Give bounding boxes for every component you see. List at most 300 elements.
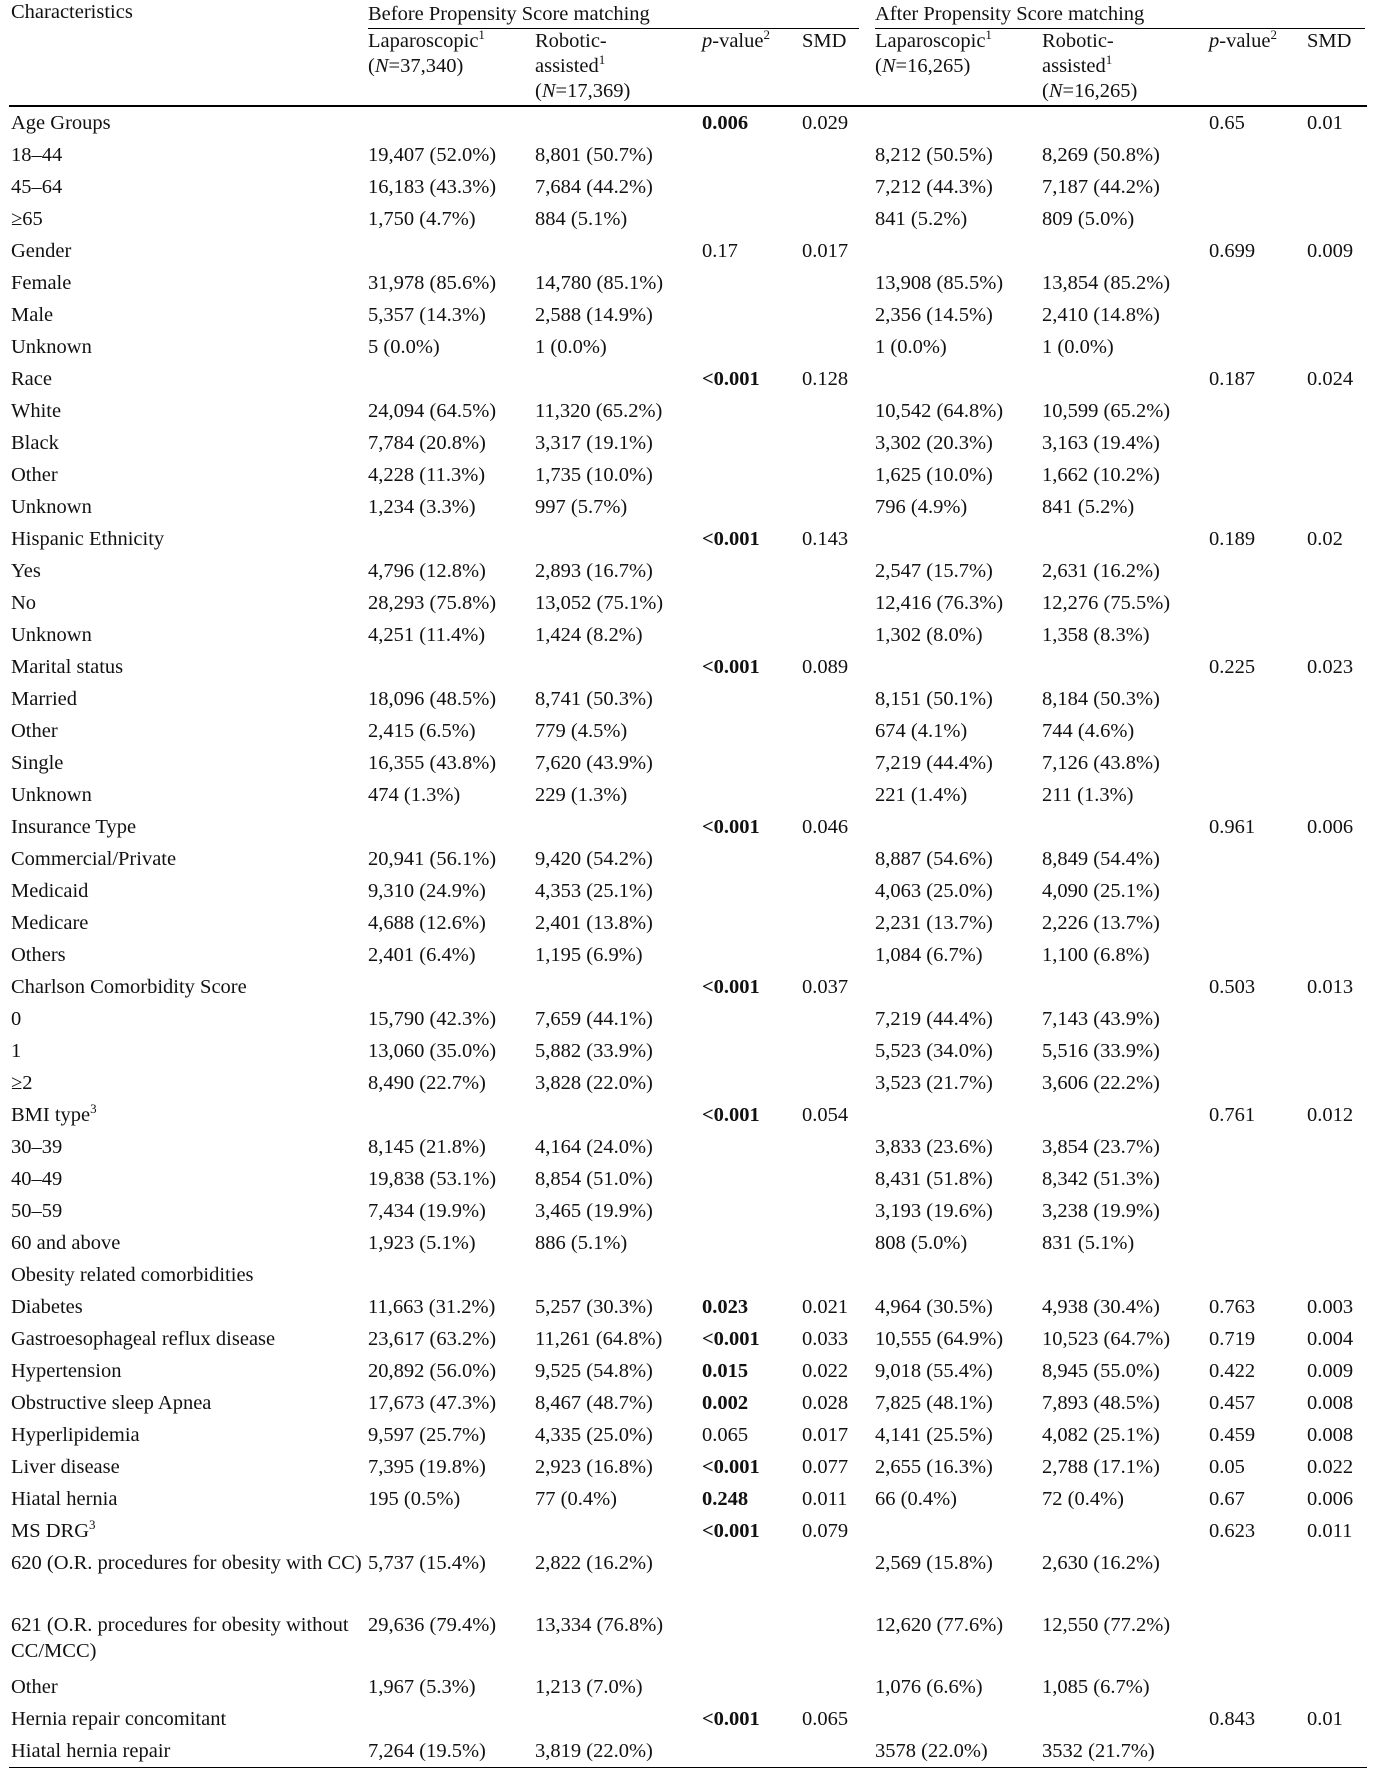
- header-before-group: Before Propensity Score matching: [366, 0, 873, 29]
- cell-after-pvalue: 0.961: [1209, 816, 1256, 838]
- cell-before-robotic: 4,353 (25.1%): [535, 880, 653, 902]
- cell-characteristic: Age Groups: [11, 112, 111, 134]
- cell-after-robotic: 8,342 (51.3%): [1042, 1168, 1160, 1190]
- cell-before-robotic: 1 (0.0%): [535, 336, 607, 358]
- cell-after-smd: 0.02: [1307, 528, 1343, 550]
- cell-before-pvalue: [700, 171, 800, 203]
- cell-after-robotic: 3,854 (23.7%): [1042, 1136, 1160, 1158]
- cell-before-smd: [800, 203, 873, 235]
- cell-after-robotic: 4,090 (25.1%): [1042, 880, 1160, 902]
- cell-after-pvalue: 0.623: [1209, 1520, 1256, 1542]
- cell-after-smd: 0.022: [1307, 1456, 1354, 1478]
- cell-after-smd: [1305, 1163, 1367, 1195]
- cell-characteristic: Single: [11, 752, 64, 774]
- cell-after-pvalue: 0.05: [1209, 1456, 1245, 1478]
- cell-after-smd: 0.006: [1307, 1488, 1354, 1510]
- cell-characteristic: Unknown: [11, 624, 92, 646]
- cell-characteristic: Yes: [11, 560, 41, 582]
- cell-characteristic: Female: [11, 272, 72, 294]
- cell-before-robotic: [533, 1703, 700, 1735]
- cell-characteristic: Hyperlipidemia: [11, 1424, 140, 1446]
- cell-before-pvalue: [700, 1671, 800, 1703]
- cell-characteristic: Race: [11, 368, 52, 390]
- cell-characteristic: Medicare: [11, 912, 89, 934]
- cell-characteristic: Hernia repair concomitant: [11, 1708, 227, 1730]
- cell-before-laparoscopic: [366, 106, 533, 139]
- cell-before-smd: [800, 587, 873, 619]
- table-row: [9, 715, 1367, 747]
- table-row: [9, 779, 1367, 811]
- cell-after-laparoscopic: 1,302 (8.0%): [875, 624, 983, 646]
- cell-before-laparoscopic: 13,060 (35.0%): [368, 1040, 497, 1062]
- cell-before-smd: [800, 1035, 873, 1067]
- cell-after-smd: [1305, 779, 1367, 811]
- cell-characteristic: 1: [11, 1040, 22, 1062]
- cell-after-pvalue: [1207, 203, 1305, 235]
- cell-after-smd: [1305, 939, 1367, 971]
- cell-before-laparoscopic: 20,892 (56.0%): [368, 1360, 497, 1382]
- cell-before-laparoscopic: [366, 363, 533, 395]
- cell-before-robotic: 7,620 (43.9%): [535, 752, 653, 774]
- cell-before-laparoscopic: [366, 971, 533, 1003]
- cell-before-robotic: 5,257 (30.3%): [535, 1296, 653, 1318]
- cell-before-laparoscopic: 23,617 (63.2%): [368, 1328, 497, 1350]
- cell-characteristic: Black: [11, 432, 59, 454]
- cell-after-smd: [1305, 171, 1367, 203]
- cell-before-smd: [800, 139, 873, 171]
- cell-characteristic: Obesity related comorbidities: [11, 1264, 254, 1286]
- cell-before-pvalue: <0.001: [702, 368, 760, 390]
- table-row: [9, 1195, 1367, 1227]
- cell-characteristic: Commercial/Private: [11, 848, 177, 870]
- cell-after-pvalue: [1207, 875, 1305, 907]
- cell-before-laparoscopic: [366, 1099, 533, 1131]
- cell-after-robotic: 809 (5.0%): [1042, 208, 1135, 230]
- table-row: [9, 683, 1367, 715]
- cell-after-robotic: [1040, 651, 1207, 683]
- cell-after-laparoscopic: 9,018 (55.4%): [875, 1360, 993, 1382]
- cell-after-smd: 0.008: [1307, 1392, 1354, 1414]
- cell-before-smd: [800, 715, 873, 747]
- table-row: [9, 459, 1367, 491]
- cell-characteristic: 30–39: [11, 1136, 63, 1158]
- cell-before-pvalue: [700, 1067, 800, 1099]
- cell-after-smd: [1305, 1035, 1367, 1067]
- cell-after-smd: [1305, 139, 1367, 171]
- cell-after-smd: [1305, 427, 1367, 459]
- cell-after-laparoscopic: 3,833 (23.6%): [875, 1136, 993, 1158]
- cell-before-pvalue: [700, 1035, 800, 1067]
- cell-before-pvalue: [700, 395, 800, 427]
- cell-after-laparoscopic: 4,063 (25.0%): [875, 880, 993, 902]
- cell-before-robotic: 2,401 (13.8%): [535, 912, 653, 934]
- cell-after-laparoscopic: 1,084 (6.7%): [875, 944, 983, 966]
- cell-before-smd: 0.143: [802, 528, 849, 550]
- cell-before-smd: 0.029: [802, 112, 849, 134]
- cell-characteristic: Diabetes: [11, 1296, 83, 1318]
- cell-after-robotic: [1040, 1703, 1207, 1735]
- cell-before-laparoscopic: 24,094 (64.5%): [368, 400, 497, 422]
- table-row: [9, 971, 1367, 1003]
- cell-before-pvalue: [700, 267, 800, 299]
- table-row: [9, 427, 1367, 459]
- cell-before-robotic: 7,659 (44.1%): [535, 1008, 653, 1030]
- table-row: [9, 907, 1367, 939]
- cell-before-robotic: [533, 106, 700, 139]
- table-row: [9, 939, 1367, 971]
- cell-before-laparoscopic: 9,597 (25.7%): [368, 1424, 486, 1446]
- cell-after-laparoscopic: [873, 1703, 1040, 1735]
- cell-before-pvalue: [700, 843, 800, 875]
- cell-before-robotic: 7,684 (44.2%): [535, 176, 653, 198]
- cell-after-robotic: [1040, 363, 1207, 395]
- cell-after-laparoscopic: 2,547 (15.7%): [875, 560, 993, 582]
- cell-before-smd: [800, 491, 873, 523]
- table-row: [9, 1227, 1367, 1259]
- cell-after-pvalue: 0.67: [1209, 1488, 1245, 1510]
- cell-after-laparoscopic: 7,212 (44.3%): [875, 176, 993, 198]
- cell-before-laparoscopic: 8,490 (22.7%): [368, 1072, 486, 1094]
- cell-after-laparoscopic: 2,569 (15.8%): [875, 1552, 993, 1574]
- cell-characteristic: 0: [11, 1008, 22, 1030]
- table-row: [9, 395, 1367, 427]
- cell-before-smd: [800, 1003, 873, 1035]
- cell-after-pvalue: [1207, 1609, 1305, 1671]
- cell-after-robotic: 8,849 (54.4%): [1042, 848, 1160, 870]
- cell-after-smd: [1305, 491, 1367, 523]
- cell-before-robotic: 8,854 (51.0%): [535, 1168, 653, 1190]
- cell-after-smd: 0.023: [1307, 656, 1354, 678]
- cell-after-smd: [1305, 1671, 1367, 1703]
- table-row: [9, 843, 1367, 875]
- cell-after-pvalue: [1207, 1035, 1305, 1067]
- cell-before-laparoscopic: 4,688 (12.6%): [368, 912, 486, 934]
- cell-before-laparoscopic: 15,790 (42.3%): [368, 1008, 497, 1030]
- table-row: [9, 811, 1367, 843]
- cell-after-pvalue: [1207, 1003, 1305, 1035]
- cell-after-pvalue: 0.843: [1209, 1708, 1256, 1730]
- cell-before-smd: 0.033: [802, 1328, 849, 1350]
- cell-after-robotic: 10,523 (64.7%): [1042, 1328, 1171, 1350]
- cell-after-robotic: 7,893 (48.5%): [1042, 1392, 1160, 1414]
- table-row: [9, 1259, 1367, 1291]
- cell-before-pvalue: <0.001: [702, 1708, 760, 1730]
- header-after-robotic: Robotic- assisted$^1$ (N=16,265): [1040, 29, 1207, 106]
- cell-before-smd: [800, 395, 873, 427]
- cell-after-pvalue: [1207, 139, 1305, 171]
- cell-after-pvalue: 0.699: [1209, 240, 1256, 262]
- table-body: [9, 106, 1367, 1768]
- cell-before-robotic: [533, 235, 700, 267]
- cell-before-laparoscopic: 4,796 (12.8%): [368, 560, 486, 582]
- cell-before-robotic: 779 (4.5%): [535, 720, 628, 742]
- cell-before-robotic: 1,195 (6.9%): [535, 944, 643, 966]
- cell-before-smd: [800, 267, 873, 299]
- cell-after-laparoscopic: [873, 971, 1040, 1003]
- cell-after-robotic: 3,606 (22.2%): [1042, 1072, 1160, 1094]
- cell-after-smd: 0.009: [1307, 240, 1354, 262]
- cell-after-robotic: 7,143 (43.9%): [1042, 1008, 1160, 1030]
- cell-before-pvalue: [700, 427, 800, 459]
- cell-after-robotic: 3,163 (19.4%): [1042, 432, 1160, 454]
- table-row: [9, 1003, 1367, 1035]
- cell-before-laparoscopic: 7,434 (19.9%): [368, 1200, 486, 1222]
- cell-after-laparoscopic: 8,151 (50.1%): [875, 688, 993, 710]
- cell-after-laparoscopic: 10,555 (64.9%): [875, 1328, 1004, 1350]
- cell-characteristic: 620 (O.R. procedures for obesity with CC): [11, 1552, 362, 1574]
- cell-after-laparoscopic: 796 (4.9%): [875, 496, 968, 518]
- cell-characteristic: White: [11, 400, 62, 422]
- table-row: [9, 1735, 1367, 1768]
- table-row: [9, 523, 1367, 555]
- cell-before-robotic: 3,465 (19.9%): [535, 1200, 653, 1222]
- cell-after-laparoscopic: 1,625 (10.0%): [875, 464, 993, 486]
- cell-after-laparoscopic: 12,620 (77.6%): [875, 1614, 1004, 1636]
- cell-after-pvalue: 0.65: [1209, 112, 1245, 134]
- cell-after-robotic: 12,276 (75.5%): [1042, 592, 1171, 614]
- cell-before-smd: [800, 875, 873, 907]
- cell-before-robotic: [533, 971, 700, 1003]
- cell-after-robotic: [1040, 106, 1207, 139]
- cell-before-laparoscopic: [366, 1515, 533, 1547]
- cell-after-robotic: 2,630 (16.2%): [1042, 1552, 1160, 1574]
- cell-before-laparoscopic: 1,750 (4.7%): [368, 208, 476, 230]
- cell-after-laparoscopic: 674 (4.1%): [875, 720, 968, 742]
- cell-after-laparoscopic: 12,416 (76.3%): [875, 592, 1004, 614]
- cell-after-smd: 0.01: [1307, 112, 1343, 134]
- cell-after-pvalue: 0.459: [1209, 1424, 1256, 1446]
- cell-after-smd: [1305, 715, 1367, 747]
- cell-before-robotic: [533, 811, 700, 843]
- cell-after-laparoscopic: 2,231 (13.7%): [875, 912, 993, 934]
- cell-before-pvalue: <0.001: [702, 656, 760, 678]
- table-row: [9, 299, 1367, 331]
- cell-characteristic: Unknown: [11, 496, 92, 518]
- cell-after-laparoscopic: 808 (5.0%): [875, 1232, 968, 1254]
- cell-before-pvalue: [700, 1259, 800, 1291]
- table-row: [9, 331, 1367, 363]
- cell-before-pvalue: [700, 1163, 800, 1195]
- cell-after-smd: 0.012: [1307, 1104, 1354, 1126]
- table-row: [9, 1547, 1367, 1609]
- cell-characteristic: No: [11, 592, 37, 614]
- cell-after-robotic: 2,226 (13.7%): [1042, 912, 1160, 934]
- cell-before-robotic: 9,420 (54.2%): [535, 848, 653, 870]
- cell-after-pvalue: [1207, 1067, 1305, 1099]
- cell-before-robotic: 11,261 (64.8%): [535, 1328, 663, 1350]
- cell-before-smd: [800, 1195, 873, 1227]
- cell-characteristic: Marital status: [11, 656, 124, 678]
- cell-characteristic: ≥65: [11, 208, 43, 230]
- cell-before-smd: [800, 747, 873, 779]
- cell-after-smd: [1305, 1067, 1367, 1099]
- cell-after-pvalue: [1207, 331, 1305, 363]
- cell-characteristic: Charlson Comorbidity Score: [11, 976, 247, 998]
- table-row: [9, 106, 1367, 139]
- cell-after-pvalue: [1207, 555, 1305, 587]
- cell-after-robotic: 3,238 (19.9%): [1042, 1200, 1160, 1222]
- cell-before-smd: 0.011: [802, 1488, 848, 1510]
- cell-before-smd: 0.046: [802, 816, 849, 838]
- cell-after-robotic: 1,100 (6.8%): [1042, 944, 1150, 966]
- cell-after-laparoscopic: [873, 1259, 1040, 1291]
- cell-characteristic: 50–59: [11, 1200, 63, 1222]
- table-row: [9, 747, 1367, 779]
- cell-after-smd: [1305, 1131, 1367, 1163]
- header-after-smd: SMD: [1305, 29, 1367, 106]
- cell-before-pvalue: 0.248: [702, 1488, 749, 1510]
- cell-before-laparoscopic: 9,310 (24.9%): [368, 880, 486, 902]
- cell-after-laparoscopic: 4,964 (30.5%): [875, 1296, 993, 1318]
- cell-after-pvalue: [1207, 683, 1305, 715]
- cell-after-smd: [1305, 299, 1367, 331]
- cell-before-pvalue: 0.17: [702, 240, 738, 262]
- cell-before-robotic: 2,822 (16.2%): [535, 1552, 653, 1574]
- cell-after-pvalue: 0.763: [1209, 1296, 1256, 1318]
- cell-after-laparoscopic: 3,302 (20.3%): [875, 432, 993, 454]
- cell-after-laparoscopic: [873, 235, 1040, 267]
- table-row: [9, 1609, 1367, 1671]
- cell-after-laparoscopic: 8,887 (54.6%): [875, 848, 993, 870]
- cell-before-smd: [800, 459, 873, 491]
- characteristics-table: [9, 0, 1367, 1768]
- cell-before-laparoscopic: 20,941 (56.1%): [368, 848, 497, 870]
- cell-characteristic: Other: [11, 720, 58, 742]
- cell-characteristic: 621 (O.R. procedures for obesity without CC/MCC): [11, 1614, 349, 1662]
- cell-before-laparoscopic: 7,264 (19.5%): [366, 1735, 533, 1768]
- cell-before-laparoscopic: 17,673 (47.3%): [368, 1392, 497, 1414]
- cell-after-smd: 0.006: [1307, 816, 1354, 838]
- cell-before-pvalue: [700, 1547, 800, 1609]
- cell-characteristic: 40–49: [11, 1168, 63, 1190]
- cell-after-pvalue: [1207, 843, 1305, 875]
- table-row: [9, 651, 1367, 683]
- cell-after-robotic: 2,631 (16.2%): [1042, 560, 1160, 582]
- cell-before-pvalue: [700, 619, 800, 651]
- cell-after-laparoscopic: 3578 (22.0%): [873, 1735, 1040, 1768]
- table-row: [9, 875, 1367, 907]
- cell-after-smd: 0.01: [1307, 1708, 1343, 1730]
- cell-after-laparoscopic: [873, 1099, 1040, 1131]
- cell-after-pvalue: [1207, 1195, 1305, 1227]
- cell-after-pvalue: 0.225: [1209, 656, 1256, 678]
- cell-before-pvalue: [700, 587, 800, 619]
- cell-before-laparoscopic: 5,737 (15.4%): [368, 1552, 486, 1574]
- cell-before-robotic: 77 (0.4%): [535, 1488, 617, 1510]
- cell-characteristic: Insurance Type: [11, 816, 137, 838]
- cell-before-smd: 0.022: [802, 1360, 849, 1382]
- cell-after-laparoscopic: 4,141 (25.5%): [875, 1424, 993, 1446]
- cell-after-laparoscopic: 8,212 (50.5%): [875, 144, 993, 166]
- header-after-laparoscopic: Laparoscopic$^1$ (N=16,265): [873, 29, 1040, 106]
- cell-before-smd: 0.028: [802, 1392, 849, 1414]
- cell-after-robotic: 4,082 (25.1%): [1042, 1424, 1160, 1446]
- cell-after-robotic: 3532 (21.7%): [1040, 1735, 1207, 1768]
- cell-before-laparoscopic: 1,234 (3.3%): [368, 496, 476, 518]
- cell-before-smd: [800, 1163, 873, 1195]
- cell-after-robotic: [1040, 811, 1207, 843]
- cell-before-laparoscopic: 7,395 (19.8%): [368, 1456, 486, 1478]
- cell-after-pvalue: 0.187: [1209, 368, 1256, 390]
- cell-before-pvalue: [700, 1735, 800, 1768]
- cell-after-smd: [1305, 1547, 1367, 1609]
- cell-before-pvalue: [700, 491, 800, 523]
- cell-before-laparoscopic: 19,838 (53.1%): [368, 1168, 497, 1190]
- cell-after-robotic: 10,599 (65.2%): [1042, 400, 1171, 422]
- cell-after-robotic: [1040, 1515, 1207, 1547]
- table-row: [9, 1387, 1367, 1419]
- cell-after-pvalue: [1207, 907, 1305, 939]
- cell-after-laparoscopic: 2,356 (14.5%): [875, 304, 993, 326]
- cell-after-smd: 0.008: [1307, 1424, 1354, 1446]
- cell-characteristic: Hispanic Ethnicity: [11, 528, 165, 550]
- cell-before-robotic: 5,882 (33.9%): [535, 1040, 653, 1062]
- cell-after-robotic: 72 (0.4%): [1042, 1488, 1124, 1510]
- cell-before-pvalue: [700, 299, 800, 331]
- cell-after-robotic: [1040, 523, 1207, 555]
- cell-before-pvalue: [700, 779, 800, 811]
- cell-before-laparoscopic: 31,978 (85.6%): [368, 272, 497, 294]
- cell-before-smd: [800, 171, 873, 203]
- cell-after-smd: 0.003: [1307, 1296, 1354, 1318]
- cell-after-pvalue: [1207, 1547, 1305, 1609]
- cell-after-robotic: 841 (5.2%): [1042, 496, 1135, 518]
- cell-before-pvalue: 0.023: [702, 1296, 749, 1318]
- cell-characteristic: 18–44: [11, 144, 63, 166]
- cell-after-laparoscopic: 66 (0.4%): [875, 1488, 957, 1510]
- cell-before-robotic: 2,893 (16.7%): [535, 560, 653, 582]
- cell-after-pvalue: 0.189: [1209, 528, 1256, 550]
- cell-after-smd: [1305, 683, 1367, 715]
- cell-before-robotic: 11,320 (65.2%): [535, 400, 663, 422]
- cell-before-smd: 0.077: [802, 1456, 849, 1478]
- cell-after-smd: [1305, 459, 1367, 491]
- cell-before-smd: [800, 299, 873, 331]
- cell-before-smd: 0.021: [802, 1296, 849, 1318]
- cell-characteristic: MS DRG$^3$: [11, 1517, 96, 1542]
- cell-before-robotic: 3,317 (19.1%): [535, 432, 653, 454]
- cell-before-laparoscopic: 4,228 (11.3%): [368, 464, 486, 486]
- cell-before-pvalue: [700, 459, 800, 491]
- cell-after-pvalue: 0.457: [1209, 1392, 1256, 1414]
- cell-before-laparoscopic: 2,401 (6.4%): [368, 944, 476, 966]
- cell-before-pvalue: [700, 555, 800, 587]
- cell-before-smd: [800, 939, 873, 971]
- cell-after-smd: [1305, 1735, 1367, 1768]
- cell-before-robotic: 229 (1.3%): [535, 784, 628, 806]
- cell-before-smd: [800, 1609, 873, 1671]
- cell-after-robotic: 2,788 (17.1%): [1042, 1456, 1160, 1478]
- cell-after-smd: [1305, 843, 1367, 875]
- cell-before-smd: [800, 1227, 873, 1259]
- cell-before-smd: 0.054: [802, 1104, 849, 1126]
- header-characteristics: Characteristics: [9, 0, 366, 106]
- table-row: [9, 267, 1367, 299]
- cell-before-robotic: 3,819 (22.0%): [533, 1735, 700, 1768]
- cell-before-robotic: [533, 1515, 700, 1547]
- cell-after-laparoscopic: [873, 811, 1040, 843]
- cell-after-laparoscopic: [873, 523, 1040, 555]
- cell-characteristic: Medicaid: [11, 880, 89, 902]
- cell-characteristic: Other: [11, 464, 58, 486]
- cell-after-robotic: 4,938 (30.4%): [1042, 1296, 1160, 1318]
- cell-after-smd: [1305, 1609, 1367, 1671]
- cell-after-laparoscopic: 7,219 (44.4%): [875, 752, 993, 774]
- cell-after-pvalue: [1207, 1131, 1305, 1163]
- table-row: [9, 1163, 1367, 1195]
- cell-before-pvalue: [700, 907, 800, 939]
- cell-after-pvalue: [1207, 1735, 1305, 1768]
